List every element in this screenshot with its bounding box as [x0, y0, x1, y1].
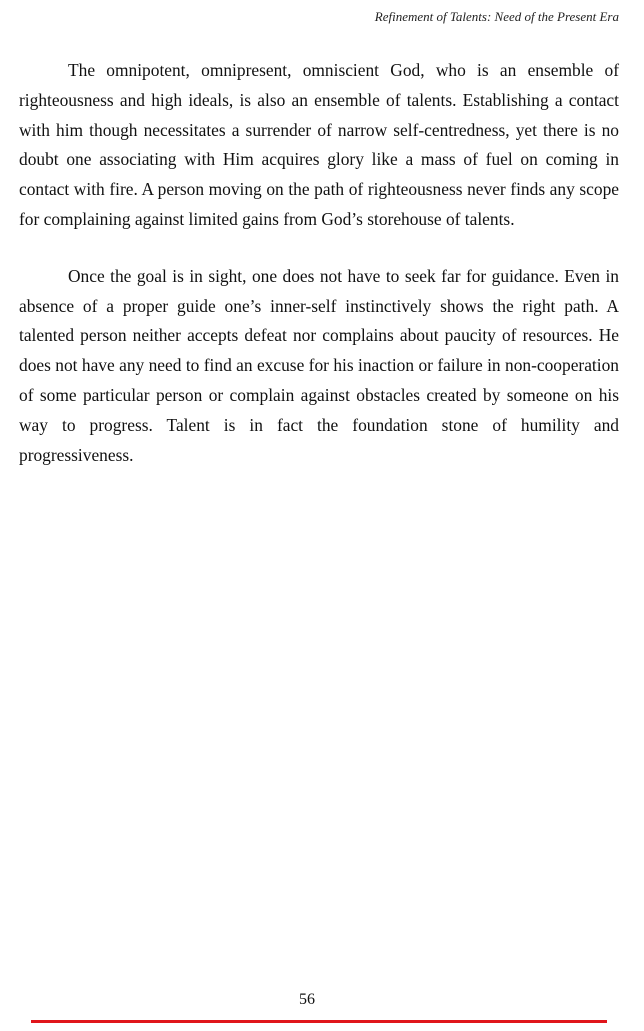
- page-number: 56: [299, 991, 315, 1008]
- body-text: [19, 56, 619, 470]
- paragraph-1: The omnipotent, omnipresent, omniscient God, who is an ensemble of righteousness and high ideals, is also an ensemble of talents. Establishing a contact with him though necessitates a surrender of narrow self-centredness, yet there is no doubt one associating with Him acquires glory like a mass of fuel on coming in contact with fire. A person moving on the path of righteousness never finds any scope for complaining against limited gains from God’s storehouse of talents.: [19, 60, 619, 229]
- running-header: Refinement of Talents: Need of the Present Era: [374, 9, 619, 24]
- footer-rule: [31, 1020, 607, 1023]
- paragraph-2: Once the goal is in sight, one does not have to seek far for guidance. Even in absence of a proper guide one’s inner-self instinctively shows the right path. A talented person neither accepts defeat nor complains about paucity of resources. He does not have any need to find an excuse for his inaction or failure in non-cooperation of some particular person or complain against obstacles created by someone on his way to progress. Talent is in fact the foundation stone of humility and progressiveness.: [19, 265, 619, 465]
